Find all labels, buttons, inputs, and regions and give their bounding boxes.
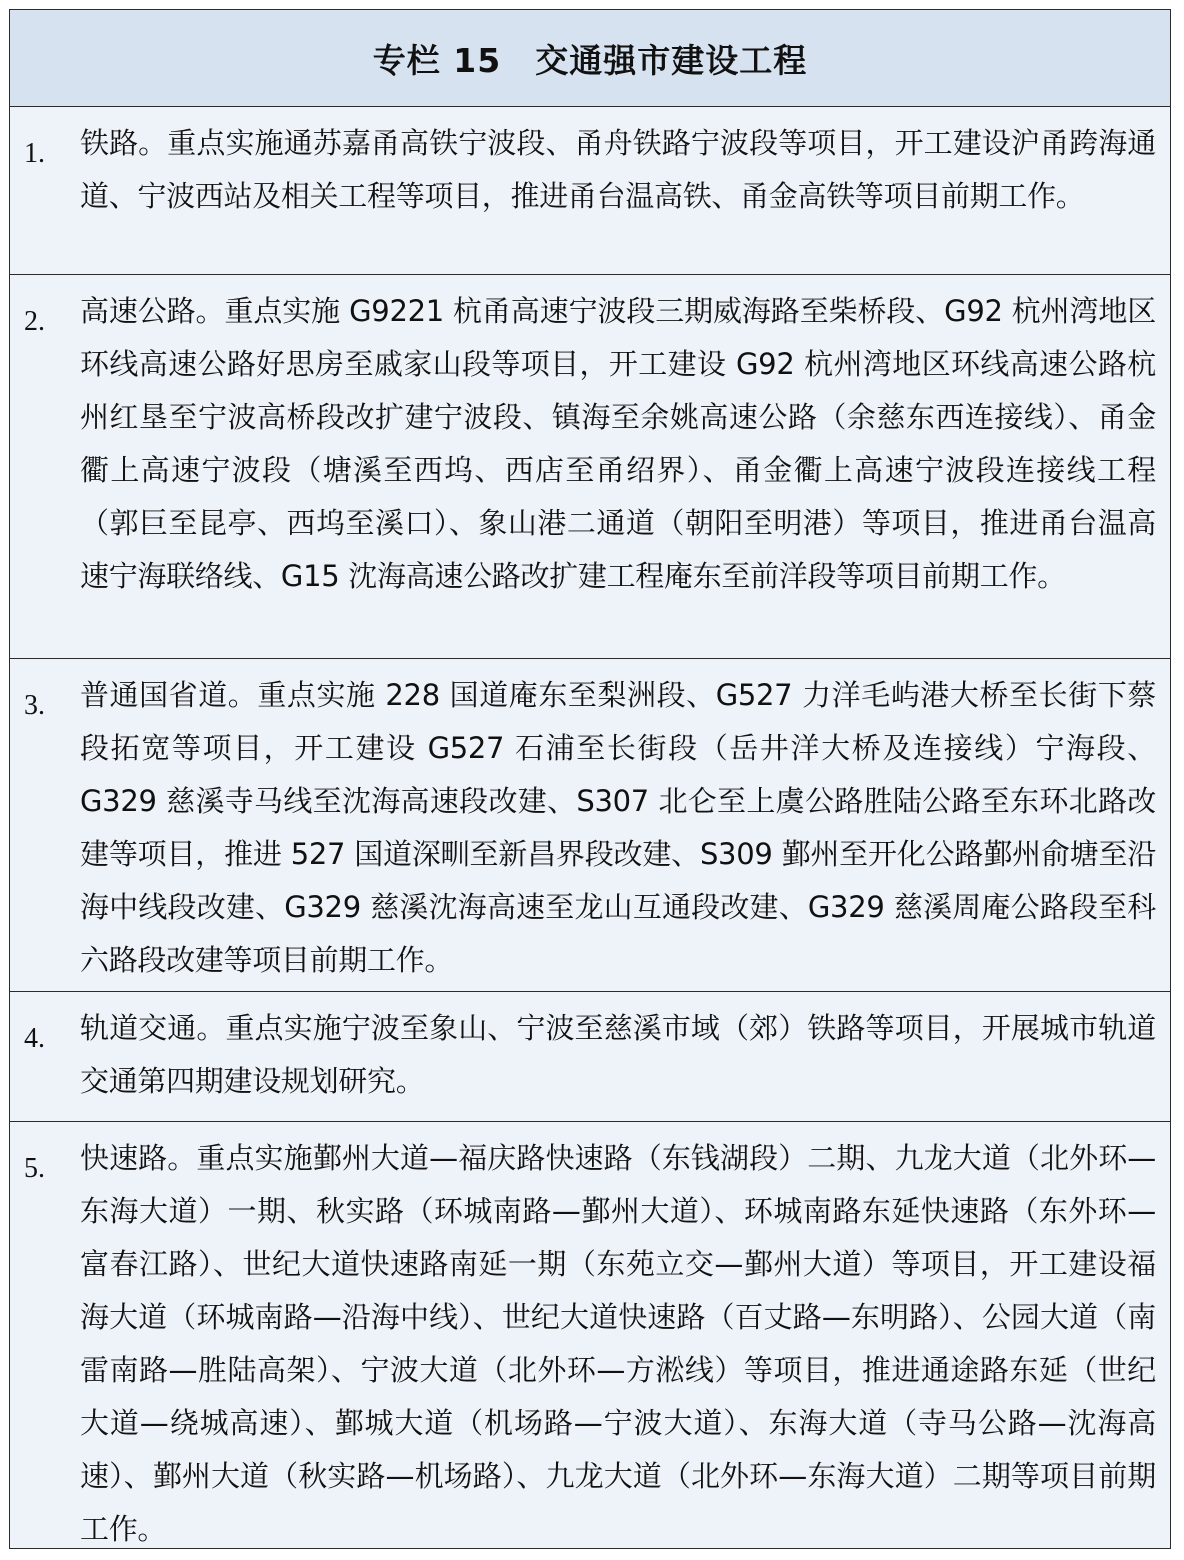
- item-text: 高速公路。重点实施 G9221 杭甬高速宁波段三期威海路至柴桥段、G92 杭州湾地区环线高速公路好思房至戚家山段等项目，开工建设 G92 杭州湾地区环线高速公路杭州红垦至宁波高桥段改扩建宁波段、镇海至余姚高速公路（余慈东西连接线）、甬金衢上高速宁波段（塘溪至西坞、西店至甬绍界）、甬金衢上高速宁波段连接线工程（郭巨至昆亭、西坞至溪口）、象山港二通道（朝阳至明港）等项目，推进甬台温高速宁海联络线、G15 沈海高速公路改扩建工程庵东至前洋段等项目前期工作。: [80, 294, 1156, 593]
- table-row: [10, 107, 1170, 275]
- item-number: 3.: [24, 690, 45, 721]
- table-row: [10, 992, 1170, 1122]
- table-row: [10, 659, 1170, 992]
- item-number: 2.: [24, 306, 45, 337]
- item-number: 5.: [24, 1153, 45, 1184]
- table-row: [10, 1122, 1170, 1549]
- item-text: 快速路。重点实施鄞州大道—福庆路快速路（东钱湖段）二期、九龙大道（北外环—东海大道）一期、秋实路（环城南路—鄞州大道）、环城南路东延快速路（东外环—富春江路）、世纪大道快速路南延一期（东苑立交—鄞州大道）等项目，开工建设福海大道（环城南路—沿海中线）、世纪大道快速路（百丈路—东明路）、公园大道（南雷南路—胜陆高架）、宁波大道（北外环—方淞线）等项目，推进通途路东延（世纪大道—绕城高速）、鄞城大道（机场路—宁波大道）、东海大道（寺马公路—沈海高速）、鄞州大道（秋实路—机场路）、九龙大道（北外环—东海大道）二期等项目前期工作。: [80, 1141, 1156, 1546]
- table-row: [10, 275, 1170, 659]
- project-column-table: [9, 9, 1171, 1549]
- item-text: 铁路。重点实施通苏嘉甬高铁宁波段、甬舟铁路宁波段等项目，开工建设沪甬跨海通道、宁波西站及相关工程等项目，推进甬台温高铁、甬金高铁等项目前期工作。: [80, 126, 1156, 213]
- item-number: 1.: [24, 138, 45, 169]
- table-header: [10, 10, 1170, 107]
- table-title: 专栏 15 交通强市建设工程: [372, 40, 808, 80]
- item-number: 4.: [24, 1023, 45, 1054]
- item-text: 普通国省道。重点实施 228 国道庵东至梨洲段、G527 力洋毛屿港大桥至长街下蔡段拓宽等项目，开工建设 G527 石浦至长街段（岳井洋大桥及连接线）宁海段、G329 慈溪寺马线至沈海高速段改建、S307 北仑至上虞公路胜陆公路至东环北路改建等项目，推进 527 国道深甽至新昌界段改建、S309 鄞州至开化公路鄞州俞塘至沿海中线段改建、G329 慈溪沈海高速至龙山互通段改建、G329 慈溪周庵公路段至科六路段改建等项目前期工作。: [80, 678, 1156, 977]
- item-text: 轨道交通。重点实施宁波至象山、宁波至慈溪市域（郊）铁路等项目，开展城市轨道交通第四期建设规划研究。: [80, 1011, 1156, 1098]
